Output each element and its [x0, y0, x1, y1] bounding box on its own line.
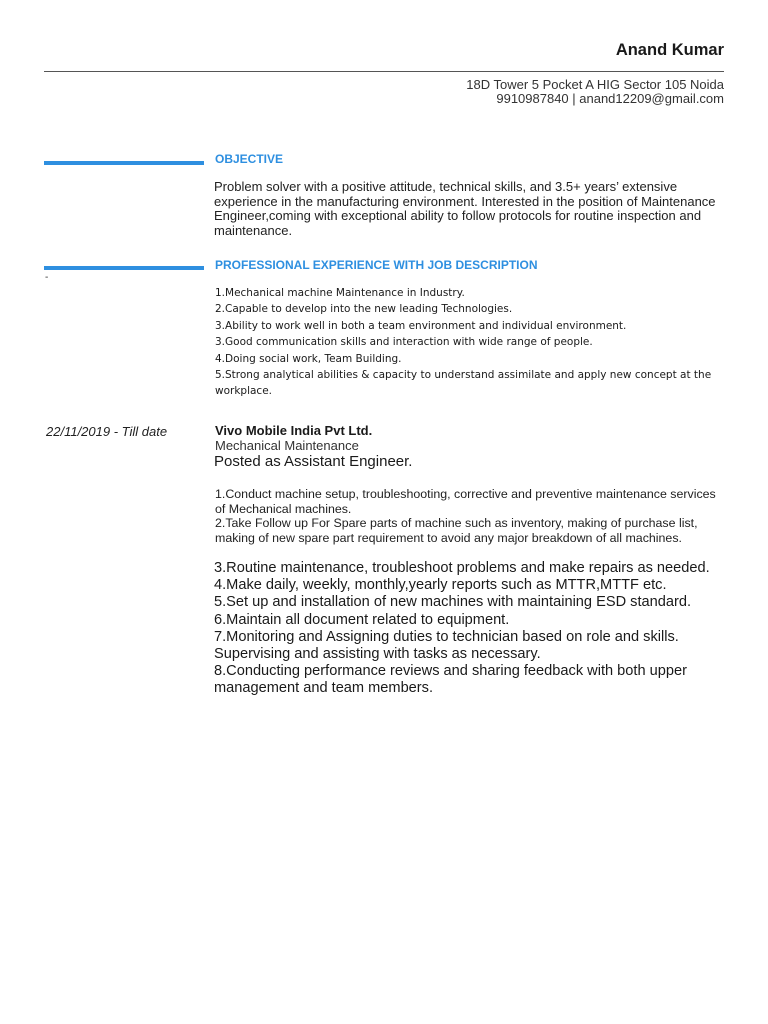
duty-item: 6.Maintain all document related to equipment. [214, 611, 510, 628]
duty-item: 1.Conduct machine setup, troubleshooting, corrective and preventive maintenance services of Mechanical machines. [215, 487, 716, 516]
job-department: Mechanical Maintenance [215, 438, 359, 453]
objective-heading: OBJECTIVE [215, 152, 284, 166]
contact-info: 9910987840 | anand12209@gmail.com [496, 91, 724, 106]
duty-list-small [215, 487, 725, 545]
skill-item: 2.Capable to develop into the new leading Technologies. [215, 303, 513, 316]
skill-item: 5.Strong analytical abilities & capacity to understand assimilate and apply new concept at the workplace. [215, 369, 712, 398]
skill-item: 3.Good communication skills and interaction with wide range of people. [215, 336, 593, 349]
stray-dash: - [45, 272, 49, 283]
header-divider [44, 71, 724, 72]
candidate-name: Anand Kumar [615, 41, 724, 59]
skill-item: 3.Ability to work well in both a team environment and individual environment. [215, 319, 627, 332]
skill-item: 4.Doing social work, Team Building. [215, 352, 402, 365]
duty-item: 7.Monitoring and Assigning duties to technician based on role and skills. Supervising and assisting with tasks as necessary. [214, 628, 679, 663]
duty-item: 5.Set up and installation of new machines with maintaining ESD standard. [214, 594, 692, 611]
objective-accent-bar [44, 161, 204, 165]
duty-list-large [214, 560, 734, 698]
duty-item: 8.Conducting performance reviews and sharing feedback with both upper management and team members. [214, 663, 687, 697]
duty-item: 2.Take Follow up For Spare parts of machine such as inventory, making of purchase list, making of new spare part requirement to avoid any major breakdown of all machines. [215, 516, 698, 545]
skill-list [215, 285, 725, 400]
objective-text: Problem solver with a positive attitude, technical skills, and 3.5+ years’ extensive experience in the manufacturing environment. Interested in the position of Maintenance Engineer,coming with exceptional ability to follow protocols for routine inspection and maintenance. [214, 179, 716, 238]
duty-item: 3.Routine maintenance, troubleshoot problems and make repairs as needed. [214, 560, 710, 576]
job-date: 22/11/2019 - Till date [46, 424, 168, 439]
skill-item: 1.Mechanical machine Maintenance in Industry. [215, 287, 465, 299]
experience-heading: PROFESSIONAL EXPERIENCE WITH JOB DESCRIPTION [215, 258, 538, 272]
address: 18D Tower 5 Pocket A HIG Sector 105 Noida [466, 77, 724, 92]
duty-item: 4.Make daily, weekly, monthly,yearly reports such as MTTR,MTTF etc. [214, 577, 667, 594]
company-name: Vivo Mobile India Pvt Ltd. [215, 423, 373, 438]
job-position: Posted as Assistant Engineer. [214, 453, 413, 470]
experience-accent-bar [44, 266, 204, 270]
